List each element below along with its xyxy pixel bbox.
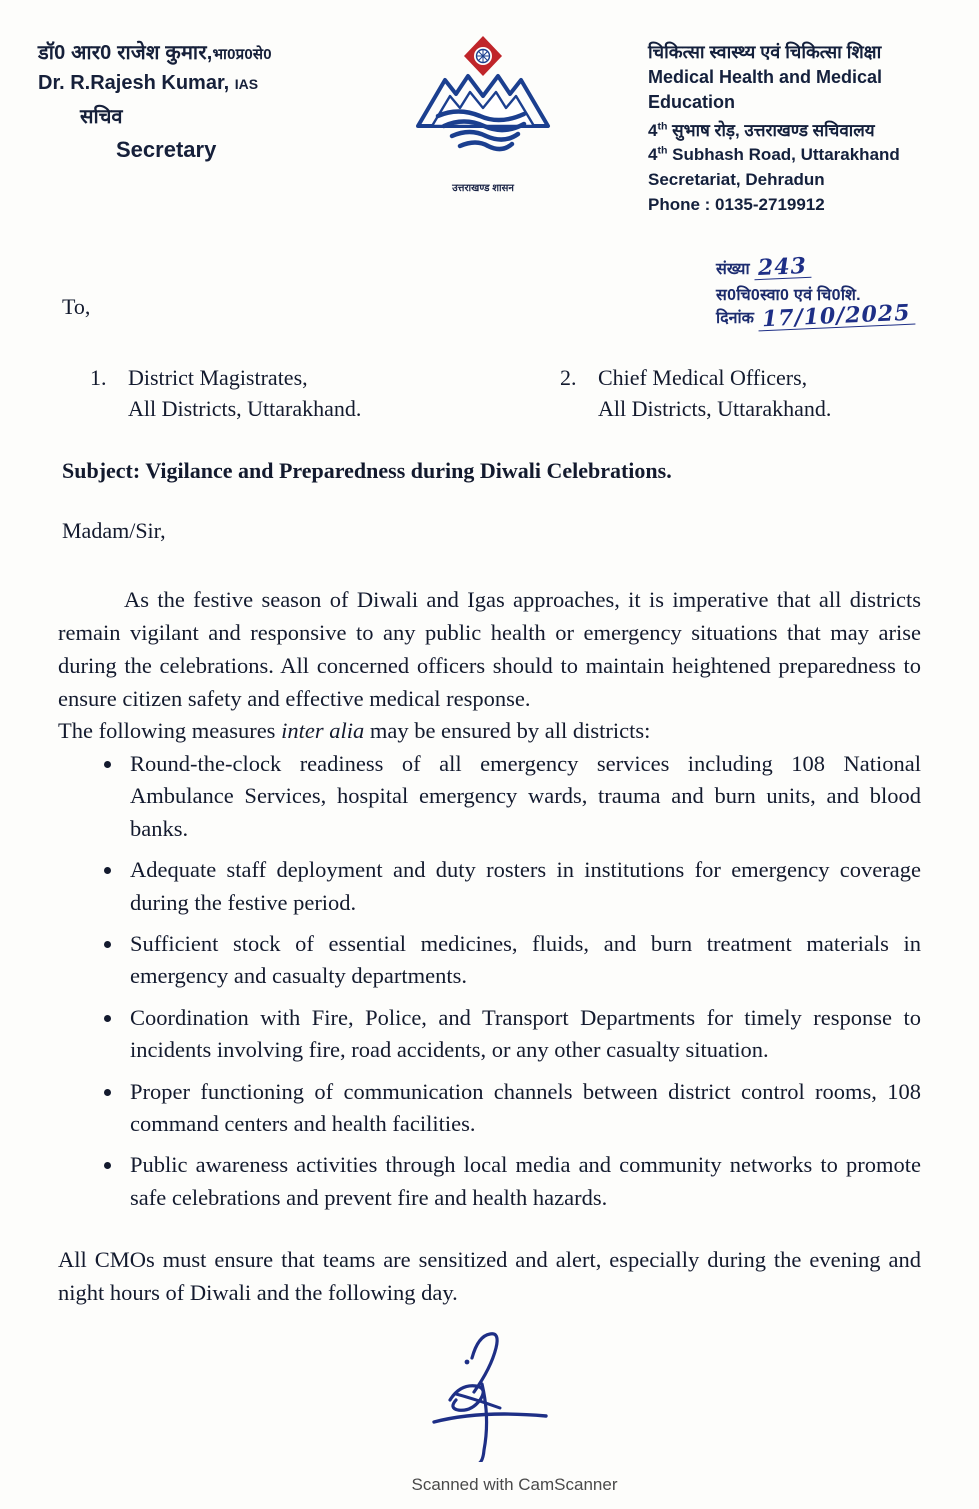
scanner-watermark-text: Scanned with CamScanner bbox=[411, 1475, 618, 1494]
recipient-scope: All Districts, Uttarakhand. bbox=[128, 396, 362, 422]
officer-service-english: IAS bbox=[234, 76, 259, 92]
recipient-item bbox=[90, 362, 520, 424]
address-hindi: 4th सुभाष रोड़, उत्तराखण्ड सचिवालय bbox=[648, 120, 875, 140]
scanner-watermark bbox=[0, 1475, 979, 1495]
recipient-item bbox=[560, 362, 979, 424]
letterhead bbox=[0, 30, 979, 260]
reference-date-value: 17/10/2025 bbox=[758, 302, 915, 332]
recipient-title: District Magistrates, bbox=[128, 365, 308, 390]
department-name-english-line2: Education bbox=[648, 91, 736, 112]
address-english-line2: Secretariat, Dehradun bbox=[648, 170, 825, 189]
reference-number-value: 243 bbox=[753, 255, 811, 280]
department-name-hindi: चिकित्सा स्वास्थ्य एवं चिकित्सा शिक्षा bbox=[648, 42, 882, 62]
to-label: To, bbox=[62, 294, 91, 319]
subject-line: Subject: Vigilance and Preparedness during Diwali Celebrations. bbox=[62, 458, 672, 483]
closing-paragraph: All CMOs must ensure that teams are sensitized and alert, especially during the evening and night hours of Diwali and the following day. bbox=[58, 1247, 921, 1305]
handwritten-signature-icon bbox=[410, 1322, 600, 1462]
uttarakhand-state-emblem-icon bbox=[398, 34, 568, 194]
letterhead-officer-block bbox=[38, 38, 368, 163]
latin-phrase: inter alia bbox=[281, 718, 365, 744]
body-paragraph-2: The following measures inter alia may be ensured by all districts: bbox=[58, 718, 651, 744]
list-item: • Coordination with Fire, Police, and Transport Departments for timely response to incidents involving fire, road accidents, or any other casualty situation. bbox=[124, 1002, 921, 1067]
officer-designation-english: Secretary bbox=[116, 137, 217, 162]
officer-name-english: Dr. R.Rajesh Kumar, IAS bbox=[38, 72, 259, 94]
officer-service-hindi: भा0प्र0से0 bbox=[212, 46, 272, 63]
recipient-title: Chief Medical Officers, bbox=[598, 365, 808, 390]
officer-designation-hindi: सचिव bbox=[80, 106, 123, 128]
measures-list bbox=[88, 748, 921, 1223]
body-paragraph-1: As the festive season of Diwali and Igas approaches, it is imperative that all districts remain vigilant and responsive to any public health or emergency situations that may arise during the celebrations. All concerned officers should to maintain heightened preparedness to ensure citizen safety and effective medical response. bbox=[58, 587, 921, 711]
address-english-ordinal: th bbox=[657, 144, 668, 157]
phone-number: Phone : 0135-2719912 bbox=[648, 195, 825, 215]
list-item: • Adequate staff deployment and duty rosters in institutions for emergency coverage during the festive period. bbox=[124, 854, 921, 919]
officer-name-hindi: डॉ0 आर0 राजेश कुमार,भा0प्र0से0 bbox=[38, 42, 272, 64]
emblem-caption: उत्तराखण्ड शासन bbox=[452, 183, 514, 194]
list-item: • Round-the-clock readiness of all emergency services including 108 National Ambulance Services, hospital emergency wards, trauma and burn units, and blood banks. bbox=[124, 748, 921, 845]
address-english-line1: 4th Subhash Road, Uttarakhand bbox=[648, 144, 900, 164]
reference-stamp bbox=[716, 252, 966, 333]
list-item: • Proper functioning of communication channels between district control rooms, 108 command centers and health facilities. bbox=[124, 1076, 921, 1141]
list-item: • Sufficient stock of essential medicines, fluids, and burn treatment materials in emergency and casualty departments. bbox=[124, 928, 921, 993]
recipient-number: 2. bbox=[560, 365, 577, 390]
reference-number-row bbox=[716, 252, 966, 282]
reference-number-label: संख्या bbox=[716, 261, 750, 278]
recipient-number: 1. bbox=[90, 365, 107, 390]
reference-date-label: दिनांक bbox=[716, 310, 754, 327]
letterhead-department-block bbox=[648, 40, 958, 218]
list-item: • Public awareness activities through local media and community networks to promote safe celebrations and prevent fire and health hazards. bbox=[124, 1149, 921, 1214]
department-name-english-line1: Medical Health and Medical bbox=[648, 67, 883, 87]
reference-date-row bbox=[716, 299, 966, 333]
salutation: Madam/Sir, bbox=[62, 518, 166, 543]
body-paragraphs bbox=[58, 584, 921, 748]
issuing-office-line: स0चि0स्वा0 एवं चि0शि. bbox=[716, 287, 861, 304]
recipient-scope: All Districts, Uttarakhand. bbox=[598, 396, 832, 422]
address-hindi-ordinal: th bbox=[657, 120, 668, 133]
